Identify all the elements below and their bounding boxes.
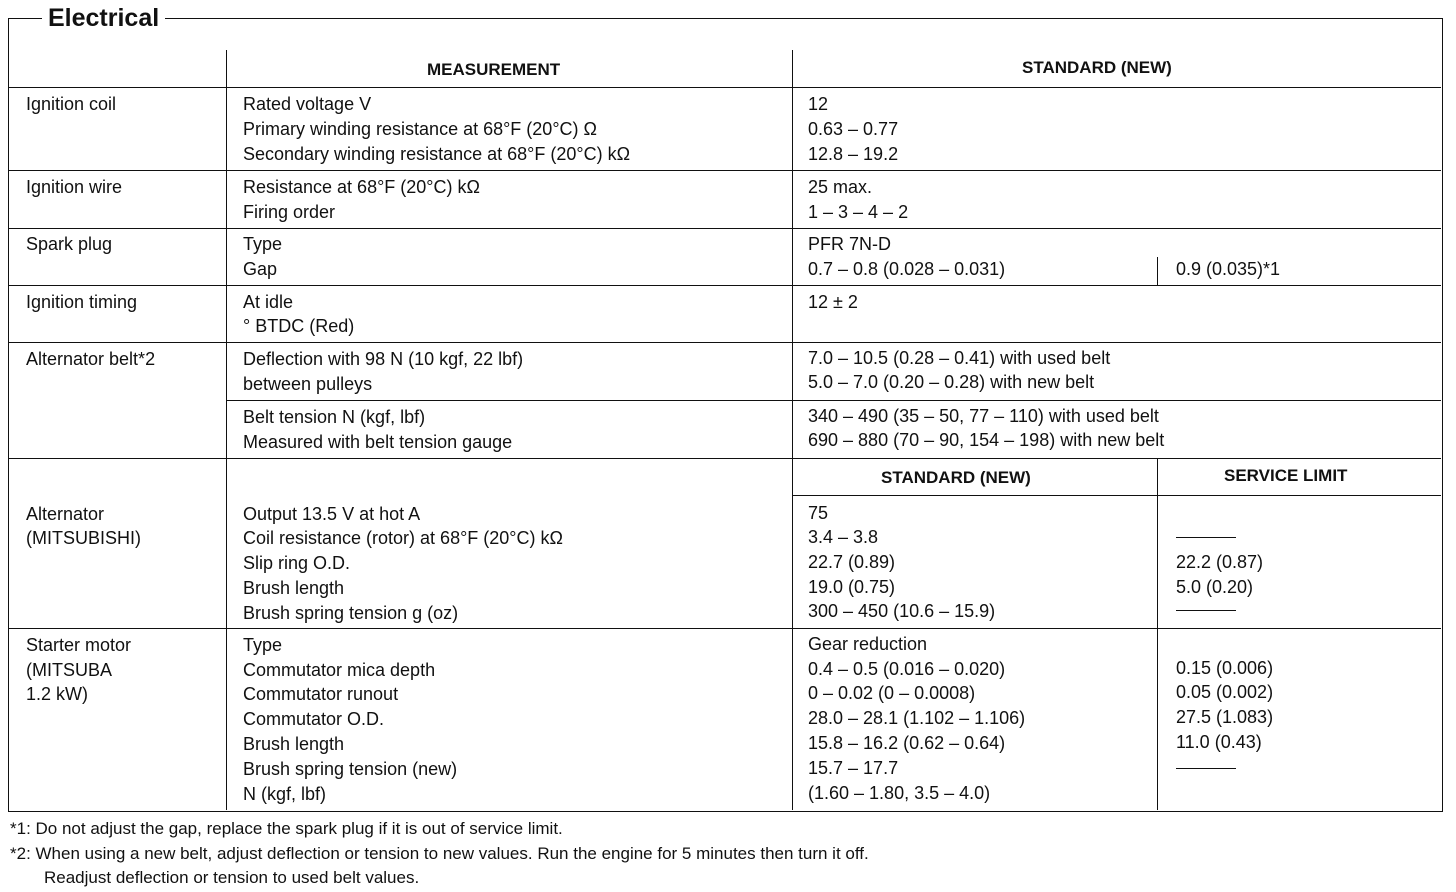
service-limit-value: 27.5 (1.083)	[1176, 707, 1274, 727]
standard-value: 25 max.	[808, 177, 873, 197]
row-rule	[8, 285, 1441, 286]
measurement-text: Coil resistance (rotor) at 68°F (20°C) kΩ	[243, 528, 563, 548]
item-label: Starter motor	[26, 635, 132, 655]
item-label: Ignition wire	[26, 177, 123, 197]
column-rule	[226, 50, 227, 810]
measurement-text: Commutator O.D.	[243, 709, 385, 729]
header-measurement: MEASUREMENT	[427, 60, 561, 79]
measurement-text: At idle	[243, 292, 294, 312]
section-title: Electrical	[42, 2, 165, 34]
row-rule	[8, 342, 1441, 343]
standard-value: 22.7 (0.89)	[808, 552, 896, 572]
measurement-text: Gap	[243, 259, 278, 279]
column-rule	[1157, 257, 1158, 285]
measurement-text: Brush length	[243, 734, 345, 754]
service-limit-value: 0.15 (0.006)	[1176, 658, 1274, 678]
measurement-text: Resistance at 68°F (20°C) kΩ	[243, 177, 480, 197]
standard-value: 0.4 – 0.5 (0.016 – 0.020)	[808, 659, 1006, 679]
no-limit-dash	[1176, 537, 1236, 538]
measurement-text: N (kgf, lbf)	[243, 784, 327, 804]
measurement-text: between pulleys	[243, 374, 373, 394]
measurement-text: Rated voltage V	[243, 94, 372, 114]
footnote-1: *1: Do not adjust the gap, replace the spark plug if it is out of service limit.	[10, 819, 563, 838]
item-label: Ignition timing	[26, 292, 138, 312]
measurement-text: Brush length	[243, 578, 345, 598]
standard-value: 5.0 – 7.0 (0.20 – 0.28) with new belt	[808, 372, 1095, 392]
item-label: 1.2 kW)	[26, 684, 89, 704]
column-rule	[1157, 458, 1158, 810]
standard-value: 1 – 3 – 4 – 2	[808, 202, 909, 222]
measurement-text: Belt tension N (kgf, lbf)	[243, 407, 426, 427]
item-label: (MITSUBISHI)	[26, 528, 141, 548]
measurement-text: Firing order	[243, 202, 336, 222]
service-limit-value: 22.2 (0.87)	[1176, 552, 1264, 572]
standard-value: 15.8 – 16.2 (0.62 – 0.64)	[808, 733, 1006, 753]
measurement-text: Secondary winding resistance at 68°F (20°C) kΩ	[243, 144, 631, 164]
measurement-text: Commutator mica depth	[243, 660, 436, 680]
standard-value: PFR 7N-D	[808, 234, 892, 254]
measurement-text: Slip ring O.D.	[243, 553, 351, 573]
item-label: (MITSUBA	[26, 660, 113, 680]
standard-value: 7.0 – 10.5 (0.28 – 0.41) with used belt	[808, 348, 1111, 368]
standard-value: Gear reduction	[808, 634, 928, 654]
no-limit-dash	[1176, 610, 1236, 611]
footnote-2: *2: When using a new belt, adjust deflection or tension to new values. Run the engine for 5 minutes then turn it off.	[10, 844, 869, 863]
subheader-standard: STANDARD (NEW)	[881, 468, 1031, 487]
row-rule	[8, 228, 1441, 229]
service-limit-value: 0.9 (0.035)*1	[1176, 259, 1281, 279]
standard-value: 0.63 – 0.77	[808, 119, 899, 139]
header-rule	[8, 87, 1441, 88]
item-label: Alternator	[26, 504, 105, 524]
standard-value: 12 ± 2	[808, 292, 858, 312]
row-rule	[226, 400, 1441, 401]
standard-value: 12.8 – 19.2	[808, 144, 899, 164]
row-rule	[8, 458, 1441, 459]
standard-value: 0 – 0.02 (0 – 0.0008)	[808, 683, 976, 703]
row-rule	[8, 170, 1441, 171]
measurement-text: Deflection with 98 N (10 kgf, 22 lbf)	[243, 349, 524, 369]
measurement-text: Brush spring tension (new)	[243, 759, 458, 779]
measurement-text: ° BTDC (Red)	[243, 316, 355, 336]
subheader-rule	[792, 495, 1441, 496]
measurement-text: Measured with belt tension gauge	[243, 432, 513, 452]
standard-value: 75	[808, 503, 829, 523]
standard-value: 690 – 880 (70 – 90, 154 – 198) with new belt	[808, 430, 1165, 450]
standard-value: 300 – 450 (10.6 – 15.9)	[808, 601, 996, 621]
service-limit-value: 11.0 (0.43)	[1176, 732, 1262, 752]
standard-value: 19.0 (0.75)	[808, 577, 896, 597]
standard-value: 3.4 – 3.8	[808, 527, 879, 547]
standard-value: 0.7 – 0.8 (0.028 – 0.031)	[808, 259, 1006, 279]
measurement-text: Type	[243, 234, 283, 254]
measurement-text: Commutator runout	[243, 684, 399, 704]
service-limit-value: 0.05 (0.002)	[1176, 682, 1274, 702]
measurement-text: Output 13.5 V at hot A	[243, 504, 421, 524]
measurement-text: Primary winding resistance at 68°F (20°C) Ω	[243, 119, 597, 139]
column-rule	[792, 50, 793, 810]
measurement-text: Brush spring tension g (oz)	[243, 603, 459, 623]
no-limit-dash	[1176, 768, 1236, 769]
standard-value: 340 – 490 (35 – 50, 77 – 110) with used belt	[808, 406, 1159, 426]
row-rule	[8, 628, 1441, 629]
subheader-service-limit: SERVICE LIMIT	[1224, 466, 1348, 485]
item-label: Alternator belt*2	[26, 349, 156, 369]
item-label: Spark plug	[26, 234, 113, 254]
header-standard: STANDARD (NEW)	[1022, 58, 1172, 77]
footnote-2-continued: Readjust deflection or tension to used belt values.	[44, 868, 420, 887]
standard-value: 15.7 – 17.7	[808, 758, 899, 778]
standard-value: (1.60 – 1.80, 3.5 – 4.0)	[808, 783, 991, 803]
standard-value: 28.0 – 28.1 (1.102 – 1.106)	[808, 708, 1026, 728]
measurement-text: Type	[243, 635, 283, 655]
standard-value: 12	[808, 94, 829, 114]
service-limit-value: 5.0 (0.20)	[1176, 577, 1254, 597]
item-label: Ignition coil	[26, 94, 117, 114]
